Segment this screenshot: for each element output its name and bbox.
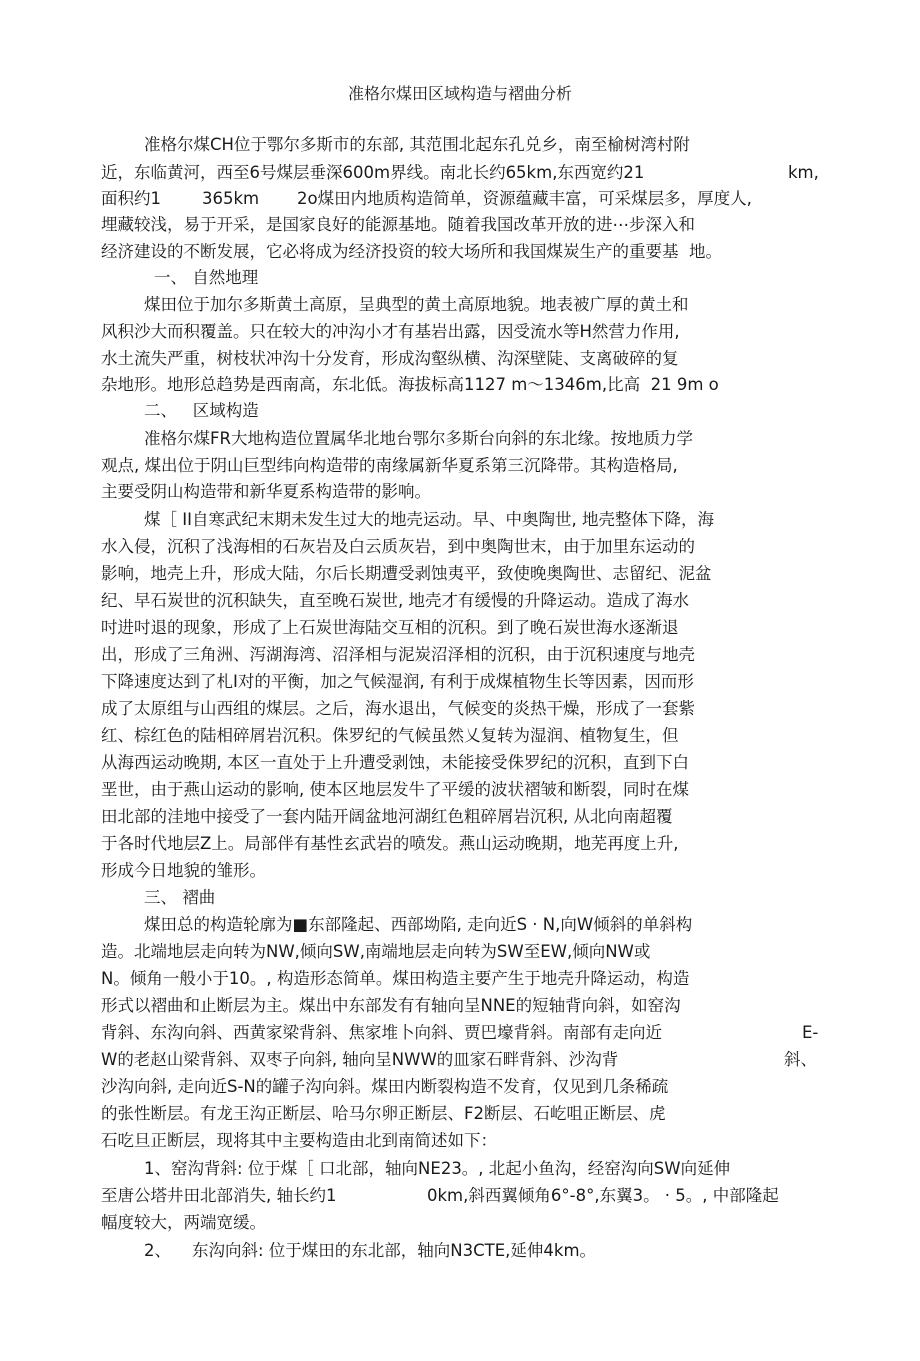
- section-heading: 三、 褶曲: [144, 888, 216, 907]
- text-line: km,: [788, 163, 819, 182]
- text-line: 形式以褶曲和止断层为主。煤出中东部发有有轴向呈NNE的短轴背向斜，如窑沟: [101, 996, 681, 1015]
- text-line: 吋进吋退的现象，形成了上石炭世海陆交互相的沉积。到了晚石炭世海水逐渐退: [101, 618, 679, 637]
- text-line: 准格尔煤FR大地构造位置属华北地台鄂尔多斯台向斜的东北缘。按地质力学: [144, 429, 693, 448]
- text-line: 煤田总的构造轮廓为■东部隆起、西部坳陷, 走向近S · N,向W倾斜的单斜构: [144, 915, 693, 934]
- text-line: 0km,斜西翼倾角6°-8°,东翼3。 · 5。, 中部隆起: [427, 1186, 779, 1205]
- text-line: 准格尔煤CH位于鄂尔多斯市的东部, 其范围北起东孔兑乡，南至榆树湾村附: [144, 135, 690, 154]
- text-line: 近，东临黄河，西至6号煤层垂深600m界线。南北长约65km,东西宽约21: [101, 163, 645, 182]
- text-line: 东沟向斜: 位于煤田的东北部，轴向N3CTE,延伸4km。: [192, 1241, 597, 1260]
- text-line: 成了太原组与山西组的煤层。之后，海水退出，气候变的炎热干燥，形成了一套紫: [101, 699, 695, 718]
- text-line: 杂地形。地形总趋势是西南高，东北低。海拔标高1127 m～1346m,比高 21 9m o: [101, 375, 719, 394]
- text-line: 斜、: [784, 1050, 817, 1069]
- text-line: 面积约1: [101, 189, 161, 208]
- text-line: 水入侵，沉积了浅海相的石灰岩及白云质灰岩，到中奥陶世末，由于加里东运动的: [101, 537, 695, 556]
- text-line: W的老赵山梁背斜、双枣子向斜, 轴向呈NWW的皿家石畔背斜、沙沟背: [101, 1050, 619, 1069]
- text-line: 埋藏较浅，易于开采，是国家良好的能源基地。随着我国改革开放的进⋯步深入和: [101, 215, 695, 234]
- text-line: 造。北端地层走向转为NW,倾向SW,南端地层走向转为SW至EW,倾向NW或: [101, 942, 651, 961]
- text-line: 煤田位于加尔多斯黄土高原，呈典型的黄土高原地貌。地表被广厚的黄土和: [144, 295, 689, 314]
- text-line: 出，形成了三角洲、泻湖海湾、沼泽相与泥炭沼泽相的沉积，由于沉积速度与地壳: [101, 645, 695, 664]
- text-line: 红、棕红色的陆相碎屑岩沉积。侏罗纪的气候虽然乂复转为湿润、植物复生，但: [101, 726, 679, 745]
- text-line: 2、: [144, 1241, 171, 1260]
- document-title: 准格尔煤田区域构造与褶曲分析: [347, 84, 572, 103]
- text-line: 幅度较大，两端宽缓。: [101, 1213, 266, 1232]
- text-line: 煤［ II自寒武纪末期未发生过大的地壳运动。早、中奥陶世, 地壳整体下降，海: [144, 510, 714, 529]
- text-line: 从海西运动晚期, 本区一直处于上升遭受剥蚀，未能接受侏罗纪的沉积，直到下白: [101, 753, 689, 772]
- text-line: 至唐公塔井田北部消失, 轴长约1: [101, 1186, 337, 1205]
- text-line: 365km: [202, 189, 260, 208]
- text-line: 形成今日地貌的雏形。: [101, 861, 266, 880]
- text-line: 石吃旦正断层，现将其中主要构造由北到南简述如下：: [101, 1131, 497, 1150]
- text-line: 观点, 煤出位于阴山巨型纬向构造带的南缘属新华夏系第三沉降带。其构造格局,: [101, 456, 678, 475]
- text-line: 经济建设的不断发展，它必将成为经济投资的较大场所和我国煤炭生产的重要基 地。: [101, 242, 722, 261]
- text-line: 沙沟向斜, 走向近S-N的罐子沟向斜。煤田内断裂构造不发育，仅见到几条稀疏: [101, 1077, 669, 1096]
- text-line: 2o煤田内地质构造简单，资源蕴藏丰富，可采煤层多，厚度人,: [297, 189, 752, 208]
- text-line: 影响，地壳上升，形成大陆，尔后长期遭受剥蚀夷平，致使晚奥陶世、志留纪、泥盆: [101, 564, 712, 583]
- text-line: 纪、早石炭世的沉积缺失，直至晚石炭世, 地壳才有缓慢的升降运动。造成了海水: [101, 591, 689, 610]
- text-line: 风积沙大而积覆盖。只在较大的冲沟小才有基岩出露，因受流水等H然营力作用,: [101, 322, 680, 341]
- text-line: 的张性断层。有龙王沟正断层、哈马尔卵正断层、F2断层、石屹咀正断层、虎: [101, 1104, 666, 1123]
- text-line: 1、窑沟背斜: 位于煤［ 口北部，轴向NE23。, 北起小鱼沟，经窑沟向SW向延伸: [144, 1159, 731, 1178]
- text-line: 主要受阴山构造带和新华夏系构造带的影响。: [101, 482, 431, 501]
- text-line: E-: [802, 1023, 819, 1042]
- section-heading: 二、 区域构造: [144, 401, 259, 420]
- section-heading: 一、 自然地理: [154, 268, 259, 287]
- text-line: 于各时代地层Z上。局部伴有基性玄武岩的喷发。燕山运动晚期，地芜再度上升,: [101, 834, 679, 853]
- text-line: N。倾角一般小于10。, 构造形态简单。煤田构造主要产生于地壳升降运动，构造: [101, 969, 690, 988]
- text-line: 下降速度达到了札I对的平衡，加之气候湿润, 有利于成煤植物生长等因素，因而形: [101, 672, 694, 691]
- text-line: 背斜、东沟向斜、西黄家梁背斜、焦家堆卜向斜、贾巴壕背斜。南部有走向近: [101, 1023, 662, 1042]
- text-line: 垩世，由于燕山运动的影响, 使本区地层发牛了平缓的波状褶皱和断裂，同时在煤: [101, 780, 689, 799]
- text-line: 水土流失严重，树枝状冲沟十分发育，形成沟壑纵横、沟深壁陡、支离破碎的复: [101, 349, 679, 368]
- text-line: 田北部的洼地中接受了一套内陆开阔盆地河湖红色粗碎屑岩沉积, 从北向南超覆: [101, 807, 673, 826]
